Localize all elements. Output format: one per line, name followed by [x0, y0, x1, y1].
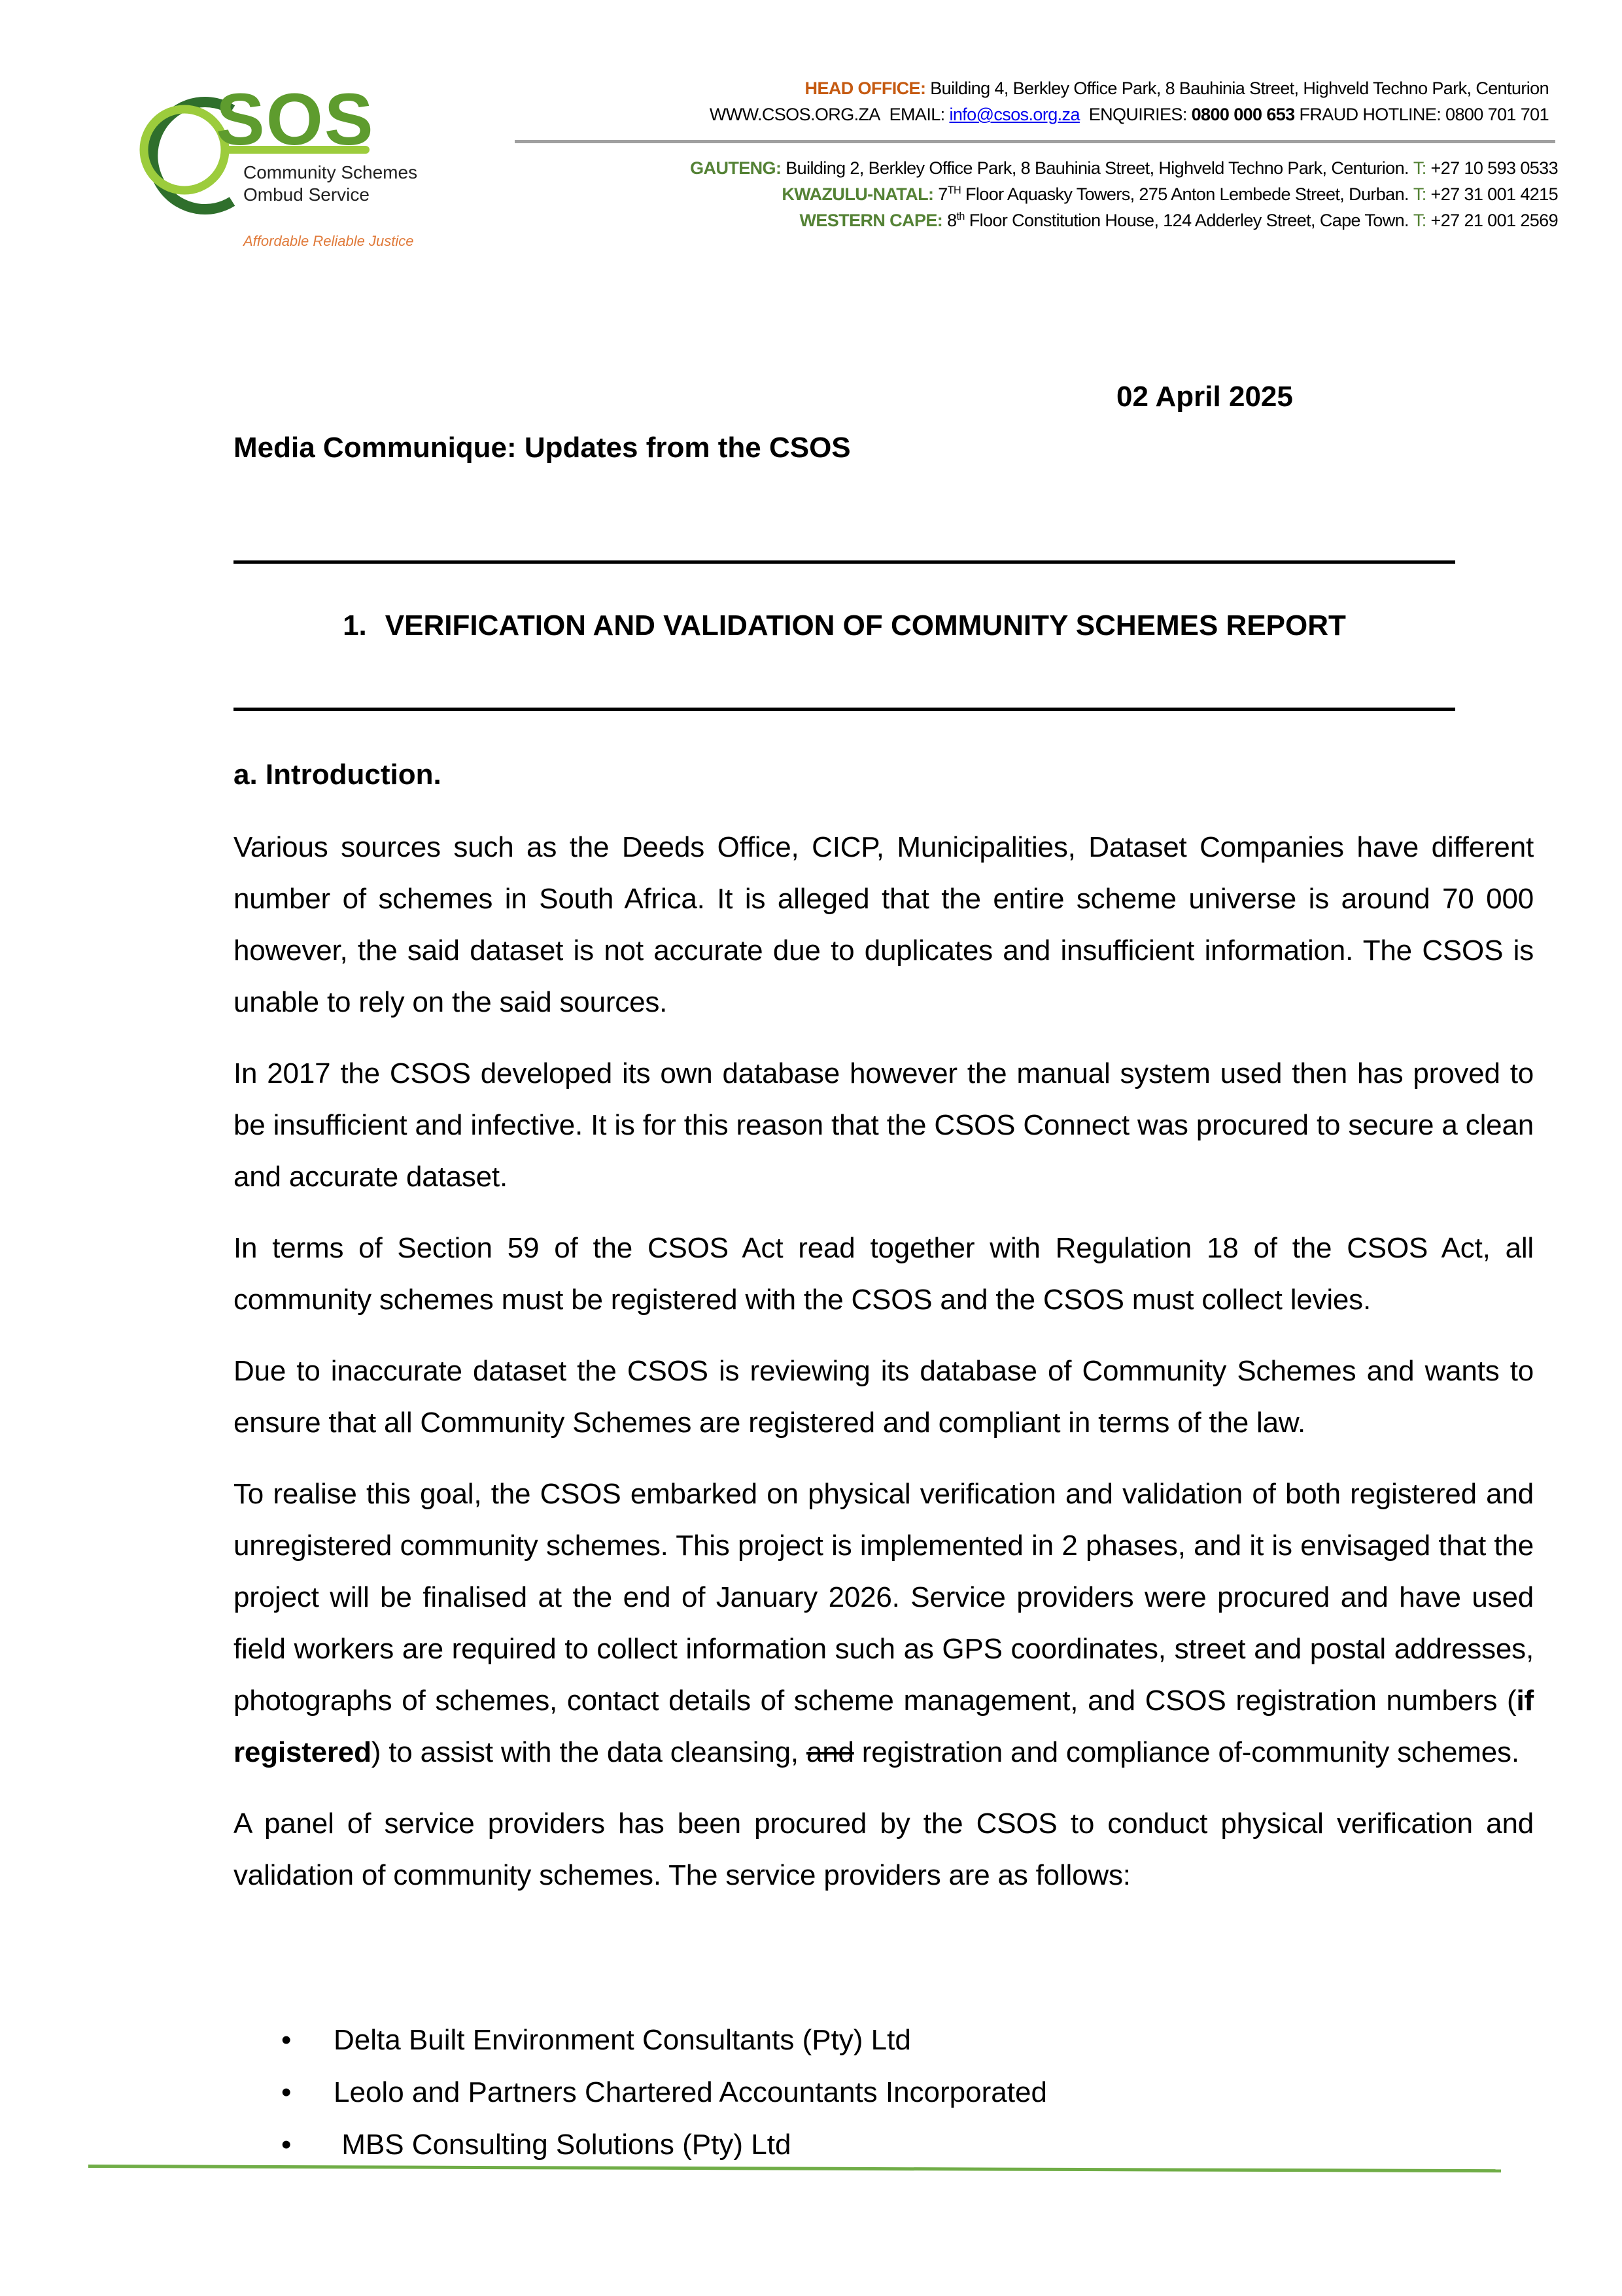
phone-label: T:: [1413, 211, 1426, 230]
service-provider-name: Delta Built Environment Consultants (Pty) Ltd: [334, 2024, 911, 2056]
heading-rule-top: [233, 560, 1455, 564]
paragraph: In 2017 the CSOS developed its own database however the manual system used then has proved to be insufficient and infective. It is for this reason that the CSOS Connect was procured to secure a clean and accurate dataset.: [233, 1057, 1534, 1193]
logo-tagline: Affordable Reliable Justice: [243, 233, 414, 249]
csos-logo: [118, 78, 458, 262]
logo-line-ombud-service: Ombud Service: [243, 184, 370, 205]
struck-text: and: [806, 1736, 854, 1768]
office-phone: +27 31 001 4215: [1426, 184, 1558, 204]
logo-wordmark: SOS: [216, 78, 375, 160]
document-date: 02 April 2025: [1116, 381, 1293, 413]
bullet-icon: •: [281, 2076, 292, 2108]
service-provider-list: [278, 2014, 1047, 2171]
office-label: WESTERN CAPE:: [799, 211, 943, 230]
paragraph-text: To realise this goal, the CSOS embarked on physical verification and validation of both registered and unregistered community schemes. This project is implemented in 2 phases, and it is envisaged that the project will be finalised at the end of January 2026. Service providers were procured and have used field workers are required to collect information such as GPS coordinates, street and postal addresses, photographs of schemes, contact details of scheme management, and CSOS registration numbers (: [233, 1478, 1534, 1717]
enquiries-number: 0800 000 653: [1191, 105, 1295, 124]
enquiries-label: ENQUIRIES:: [1088, 105, 1187, 124]
service-provider-name: MBS Consulting Solutions (Pty) Ltd: [334, 2129, 791, 2161]
paragraph: In terms of Section 59 of the CSOS Act read together with Regulation 18 of the CSOS Act, all community schemes must be registered with the CSOS and the CSOS must collect levies.: [233, 1232, 1534, 1316]
fraud-hotline-number: 0800 701 701: [1445, 105, 1549, 124]
section-number: 1.: [343, 609, 367, 642]
document-title: Media Communique: Updates from the CSOS: [233, 432, 851, 464]
website-link[interactable]: WWW.CSOS.ORG.ZA: [709, 105, 880, 124]
list-item: [278, 2014, 1047, 2066]
office-western-cape: [799, 212, 1558, 230]
office-label: GAUTENG:: [690, 158, 782, 178]
office-floor-suffix: TH: [947, 184, 961, 196]
contact-line: [710, 106, 1549, 124]
head-office-line: [805, 80, 1549, 97]
bold-text-if-registered: if registered: [233, 1685, 1534, 1768]
paragraph-verification-project: [233, 1468, 1534, 1778]
office-phone: +27 21 001 2569: [1426, 211, 1558, 230]
email-link[interactable]: info@csos.org.za: [949, 105, 1080, 124]
list-item: [278, 2066, 1047, 2119]
office-address: Building 2, Berkley Office Park, 8 Bauhinia Street, Highveld Techno Park, Centurion.: [781, 158, 1409, 178]
phone-label: T:: [1413, 158, 1426, 178]
head-office-address: Building 4, Berkley Office Park, 8 Bauhinia Street, Highveld Techno Park, Centurion: [925, 78, 1549, 98]
office-phone: +27 10 593 0533: [1426, 158, 1558, 178]
office-address: Floor Constitution House, 124 Adderley Street, Cape Town.: [964, 211, 1409, 230]
office-floor-suffix: th: [956, 211, 965, 222]
paragraph-text: ) to assist with the data cleansing,: [371, 1736, 806, 1768]
subheading-introduction: a. Introduction.: [233, 759, 441, 791]
document-body: [233, 821, 1534, 1921]
bullet-icon: •: [281, 2129, 292, 2161]
email-label: EMAIL:: [889, 105, 945, 124]
paragraph-text: registration and compliance of-community schemes.: [854, 1736, 1519, 1768]
header-divider: [515, 140, 1555, 143]
office-address: Floor Aquasky Towers, 275 Anton Lembede Street, Durban.: [961, 184, 1409, 204]
office-floor: 8: [942, 211, 957, 230]
logo-line-community-schemes: Community Schemes: [243, 162, 418, 182]
bullet-icon: •: [281, 2024, 292, 2056]
office-floor: 7: [933, 184, 948, 204]
section-heading: [233, 611, 1455, 640]
head-office-label: HEAD OFFICE:: [804, 78, 926, 98]
list-item: [278, 2119, 1047, 2171]
fraud-hotline-label: FRAUD HOTLINE:: [1299, 105, 1441, 124]
office-gauteng: [690, 160, 1558, 177]
heading-rule-bottom: [233, 708, 1455, 711]
paragraph: Various sources such as the Deeds Office, CICP, Municipalities, Dataset Companies have different number of schemes in South Africa. It is alleged that the entire scheme universe is around 70 000 however, the said dataset is not accurate due to duplicates and insufficient information. The CSOS is unable to rely on the said sources.: [233, 831, 1534, 1018]
paragraph-service-providers-intro: A panel of service providers has been procured by the CSOS to conduct physical verification and validation of community schemes. The service providers are as follows:: [233, 1808, 1534, 1891]
office-kwazulu-natal: [782, 186, 1558, 203]
service-provider-name: Leolo and Partners Chartered Accountants Incorporated: [334, 2076, 1047, 2108]
office-label: KWAZULU-NATAL:: [782, 184, 934, 204]
section-heading-text: VERIFICATION AND VALIDATION OF COMMUNITY SCHEMES REPORT: [385, 609, 1346, 642]
paragraph: Due to inaccurate dataset the CSOS is reviewing its database of Community Schemes and wants to ensure that all Community Schemes are registered and compliant in terms of the law.: [233, 1355, 1534, 1439]
phone-label: T:: [1413, 184, 1426, 204]
